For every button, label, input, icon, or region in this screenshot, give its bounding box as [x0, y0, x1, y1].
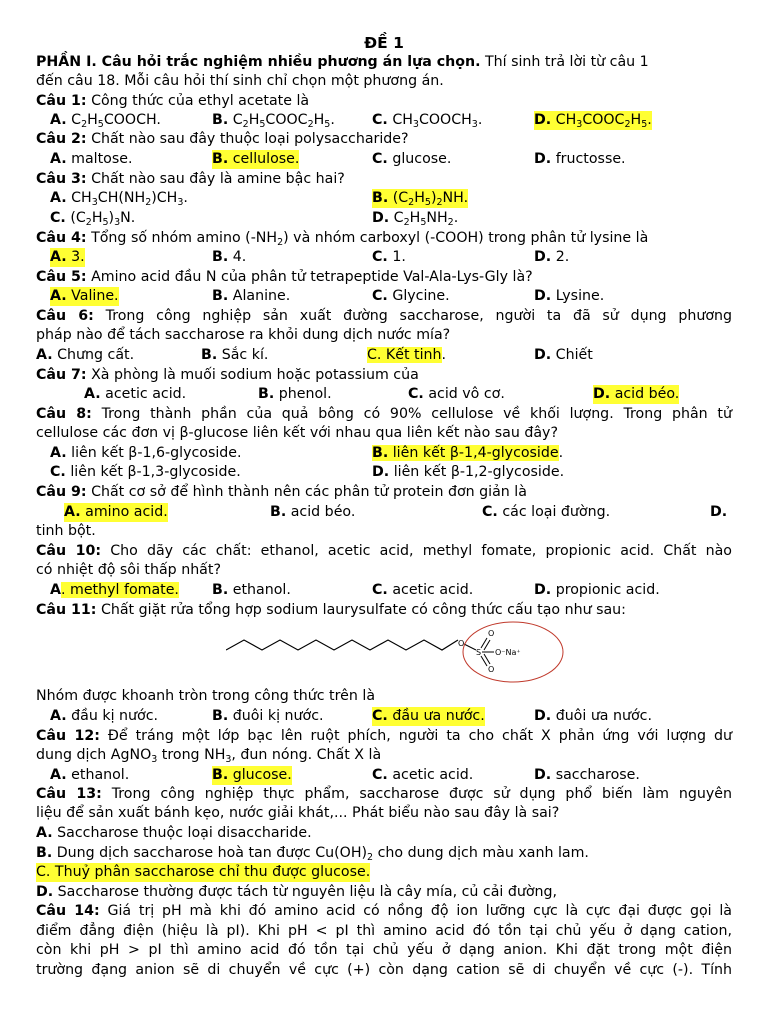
q9-option-c[interactable]: C. các loại đường. [482, 504, 611, 520]
q7-option-b[interactable]: B. phenol. [258, 386, 332, 402]
q12-option-a[interactable]: A. ethanol. [50, 767, 130, 783]
q11-option-c[interactable]: C. đầu ưa nước. [372, 708, 485, 724]
q13-option-c[interactable]: C. Thuỷ phân saccharose chỉ thu được glucose. [36, 864, 371, 880]
question-4: Câu 4: Tổng số nhóm amino $(-NH_2)$ và nhóm carboxyl (-COOH) trong phân tử lysine là [36, 230, 649, 248]
q7-option-d[interactable]: D. acid béo. [593, 386, 680, 402]
q10-option-b[interactable]: B. ethanol. [212, 582, 291, 598]
q2-option-c[interactable]: C. glucose. [372, 151, 452, 167]
sodium-lauryl-sulfate-structure [226, 620, 586, 684]
question-8-line-1: Câu 8: Trong thành phần của quả bông có 90% cellulose về khối lượng. Trong phân tử [36, 406, 732, 422]
q4-option-d[interactable]: D. 2. [534, 249, 570, 265]
q10-option-a[interactable]: A. methyl fomate. [50, 582, 179, 598]
q2-option-b[interactable]: B. cellulose. [212, 151, 300, 167]
q3-option-b[interactable]: B. $(C_2H_5)_2NH$. [372, 190, 469, 208]
question-text: Công thức của ethyl acetate là [86, 93, 310, 109]
q11-option-b[interactable]: B. đuôi kị nước. [212, 708, 324, 724]
question-1 [36, 92, 732, 111]
q9-option-d-label[interactable]: D. [710, 504, 728, 520]
q9-option-a[interactable]: A. amino acid. [64, 504, 168, 520]
question-6-line-1: Câu 6: Trong công nghiệp sản xuất đường saccharose, người ta đã sử dụng phương [36, 308, 733, 324]
question-7: Câu 7: Xà phòng là muối sodium hoặc potassium của [36, 367, 419, 383]
part-heading-line [36, 53, 732, 72]
part-intro-2: đến câu 18. Mỗi câu hỏi thí sinh chỉ chọn một phương án. [36, 73, 444, 89]
q13-option-a[interactable]: A. Saccharose thuộc loại disaccharide. [36, 825, 312, 841]
q11-option-a[interactable]: A. đầu kị nước. [50, 708, 158, 724]
question-14-line-3: còn khi pH > pI thì amino acid đó tồn tại chủ yếu ở dạng anion. Khi đặt trong một điện [36, 942, 732, 958]
question-10-line-2: có nhiệt độ sôi thấp nhất? [36, 562, 221, 578]
q12-option-c[interactable]: C. acetic acid. [372, 767, 474, 783]
question-14-line-2: điểm đẳng điện (hiệu là pI). Khi pH < pI thì amino acid đó tồn tại chủ yếu ở dạng cation, [36, 923, 732, 939]
q6-option-a[interactable]: A. Chưng cất. [36, 347, 135, 363]
q13-option-b[interactable]: B. Dung dịch saccharose hoà tan được $Cu(OH)_2$ cho dung dịch màu xanh lam. [36, 845, 589, 863]
q10-option-c[interactable]: C. acetic acid. [372, 582, 474, 598]
question-2: Câu 2: Chất nào sau đây thuộc loại polysaccharide? [36, 131, 409, 147]
q1-option-b[interactable]: B. $C_2H_5COOC_2H_5$. [212, 112, 335, 130]
q1-option-a[interactable]: A. $C_2H_5COOCH$. [50, 112, 161, 130]
q3-option-a[interactable]: A. $CH_3CH(NH_2)CH_3$. [50, 190, 188, 208]
oxygen-atom: O [458, 639, 465, 648]
carbon-chain [226, 640, 458, 650]
q5-option-c[interactable]: C. Glycine. [372, 288, 450, 304]
question-10-line-1: Câu 10: Cho dãy các chất: ethanol, acetic acid, methyl fomate, propionic acid. Chất nào [36, 543, 732, 559]
q5-option-a[interactable]: A. Valine. [50, 288, 119, 304]
q13-option-d[interactable]: D. Saccharose thường được tách từ nguyên liệu là cây mía, củ cải đường, [36, 884, 558, 900]
q1-option-d[interactable]: D. $CH_3COOC_2H_5$. [534, 112, 652, 130]
q7-option-c[interactable]: C. acid vô cơ. [408, 386, 505, 402]
question-14-line-4: trường đạng anion sẽ di chuyển về cực (+) còn dạng cation sẽ di chuyển về cực (-). Tính [36, 962, 732, 978]
q5-option-b[interactable]: B. Alanine. [212, 288, 291, 304]
oxygen-atom: O [488, 629, 495, 638]
q9-option-d[interactable]: tinh bột. [36, 523, 96, 539]
q8-option-a[interactable]: A. liên kết β-1,6-glycoside. [50, 445, 242, 461]
question-13-line-2: liệu để sản xuất bánh kẹo, nước giải khát,... Phát biểu nào sau đây là sai? [36, 805, 560, 821]
oxygen-atom: O [488, 665, 495, 674]
q4-option-b[interactable]: B. 4. [212, 249, 247, 265]
question-8-line-2: cellulose các đơn vị β-glucose liên kết với nhau qua liên kết nào sau đây? [36, 425, 558, 441]
q1-option-c[interactable]: C. $CH_3COOCH_3$. [372, 112, 483, 130]
question-11: Câu 11: Chất giặt rửa tổng hợp sodium laurysulfate có công thức cấu tạo như sau: [36, 602, 626, 618]
q10-option-d[interactable]: D. propionic acid. [534, 582, 660, 598]
q8-option-b[interactable]: B. liên kết β-1,4-glycoside. [372, 445, 564, 461]
part-intro-1: Thí sinh trả lời từ câu 1 [480, 54, 649, 70]
q12-option-b[interactable]: B. glucose. [212, 767, 292, 783]
question-6-line-2: pháp nào để tách saccharose ra khỏi dung dịch nước mía? [36, 327, 451, 343]
q7-option-a[interactable]: A. acetic acid. [84, 386, 187, 402]
part-heading: PHẦN I. Câu hỏi trắc nghiệm nhiều phương án lựa chọn. [36, 54, 481, 70]
q6-option-c[interactable]: C. Kết tinh. [367, 347, 447, 363]
question-5: Câu 5: Amino acid đầu N của phân tử tetrapeptide Val-Ala-Lys-Gly là? [36, 269, 533, 285]
q4-option-a[interactable]: A. 3. [50, 249, 85, 265]
q5-option-d[interactable]: D. Lysine. [534, 288, 605, 304]
question-12-line-2: dung dịch AgNO$_3$ trong $NH_3$, đun nóng. Chất X là [36, 747, 382, 765]
q4-option-c[interactable]: C. 1. [372, 249, 406, 265]
q9-option-b[interactable]: B. acid béo. [270, 504, 356, 520]
sodium-oxide-group: O⁻Na⁺ [495, 648, 521, 657]
q6-option-b[interactable]: B. Sắc kí. [201, 347, 269, 363]
sulfur-atom: S [476, 648, 482, 657]
q2-option-d[interactable]: D. fructosse. [534, 151, 626, 167]
question-label: Câu 1: [36, 93, 87, 109]
q6-option-d[interactable]: D. Chiết [534, 347, 593, 363]
q8-option-c[interactable]: C. liên kết β-1,3-glycoside. [50, 464, 241, 480]
exam-title: ĐỀ 1 [364, 34, 404, 52]
question-3: Câu 3: Chất nào sau đây là amine bậc hai? [36, 171, 345, 187]
question-11-prompt: Nhóm được khoanh tròn trong công thức trên là [36, 688, 376, 704]
question-9: Câu 9: Chất cơ sở để hình thành nên các phân tử protein đơn giản là [36, 484, 527, 500]
question-14-line-1: Câu 14: Giá trị pH mà khi đó amino acid có nồng độ ion lưỡng cực là cực đại được gọi là [36, 903, 732, 919]
question-13-line-1: Câu 13: Trong công nghiệp thực phẩm, saccharose được sử dụng phổ biến làm nguyên [36, 786, 732, 802]
q3-option-d[interactable]: D. $C_2H_5NH_2$. [372, 210, 459, 228]
q12-option-d[interactable]: D. saccharose. [534, 767, 640, 783]
question-12-line-1: Câu 12: Để tráng một lớp bạc lên ruột phích, người ta cho chất X phản ứng với lượng dư [36, 728, 732, 744]
q2-option-a[interactable]: A. maltose. [50, 151, 133, 167]
q3-option-c[interactable]: C. $(C_2H_5)_3N$. [50, 210, 136, 228]
q8-option-d[interactable]: D. liên kết β-1,2-glycoside. [372, 464, 565, 480]
q11-option-d[interactable]: D. đuôi ưa nước. [534, 708, 652, 724]
